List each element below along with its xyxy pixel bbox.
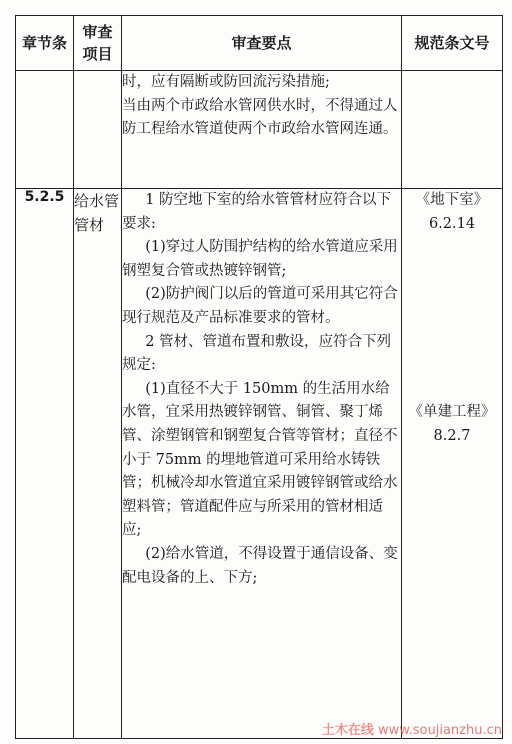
point-text: 1 防空地下室的给水管管材应符合以下要求: <box>122 192 392 232</box>
point-text: (2)防护阀门以后的管道可采用其它符合现行规范及产品标准要求的管材。 <box>122 286 398 326</box>
header-ref: 规范条文号 <box>402 16 503 71</box>
review-points <box>122 71 402 189</box>
header-section: 章节条 <box>16 16 74 71</box>
table-row <box>16 71 503 189</box>
review-table <box>15 15 503 739</box>
clause-refs <box>402 189 503 739</box>
point-text: (2)给水管道，不得设置于通信设备、变配电设备的上、下方; <box>122 545 398 586</box>
watermark <box>322 719 502 738</box>
review-points <box>122 189 402 739</box>
review-item <box>74 71 122 189</box>
clause-ref <box>402 71 503 189</box>
header-item-line: 项目 <box>82 45 113 63</box>
review-item: 给水管管材 <box>74 189 122 739</box>
section-number: 5.2.5 <box>16 189 74 739</box>
ref-clause: 8.2.7 <box>433 427 471 444</box>
point-text: (1)穿过人防围护结构的给水管道应采用钢塑复合管或热镀锌钢管; <box>122 239 398 279</box>
table-row <box>16 189 503 739</box>
watermark-cn: 土木在线 <box>321 723 374 738</box>
watermark-url: www.soujianzhu.cn <box>377 723 502 738</box>
ref-clause: 6.2.14 <box>428 215 476 232</box>
header-item <box>74 16 122 71</box>
point-text: (1)直径不大于 150mm 的生活用水给水管，宜采用热镀锌钢管、铜管、聚丁烯管、涂塑钢管和钢塑复合管等管材；直径不小于 75mm 的埋地管道可采用给水铸铁管；机械冷却水管道宜采用镀锌钢管或给水塑料管；管道配件应与所采用的管材相适应; <box>122 380 398 539</box>
header-item-line: 审查 <box>82 23 113 41</box>
header-row <box>16 16 503 71</box>
point-text: 当由两个市政给水管网供水时，不得通过人防工程给水管道使两个市政给水管网连通。 <box>122 97 398 138</box>
section-number <box>16 71 74 189</box>
header-points: 审查要点 <box>122 16 402 71</box>
point-text: 2 管材、管道布置和敷设，应符合下列规定: <box>122 333 392 374</box>
ref-doc: 《地下室》 <box>415 192 489 208</box>
point-text: 时，应有隔断或防回流污染措施; <box>122 74 330 90</box>
ref-doc: 《单建工程》 <box>408 404 496 421</box>
